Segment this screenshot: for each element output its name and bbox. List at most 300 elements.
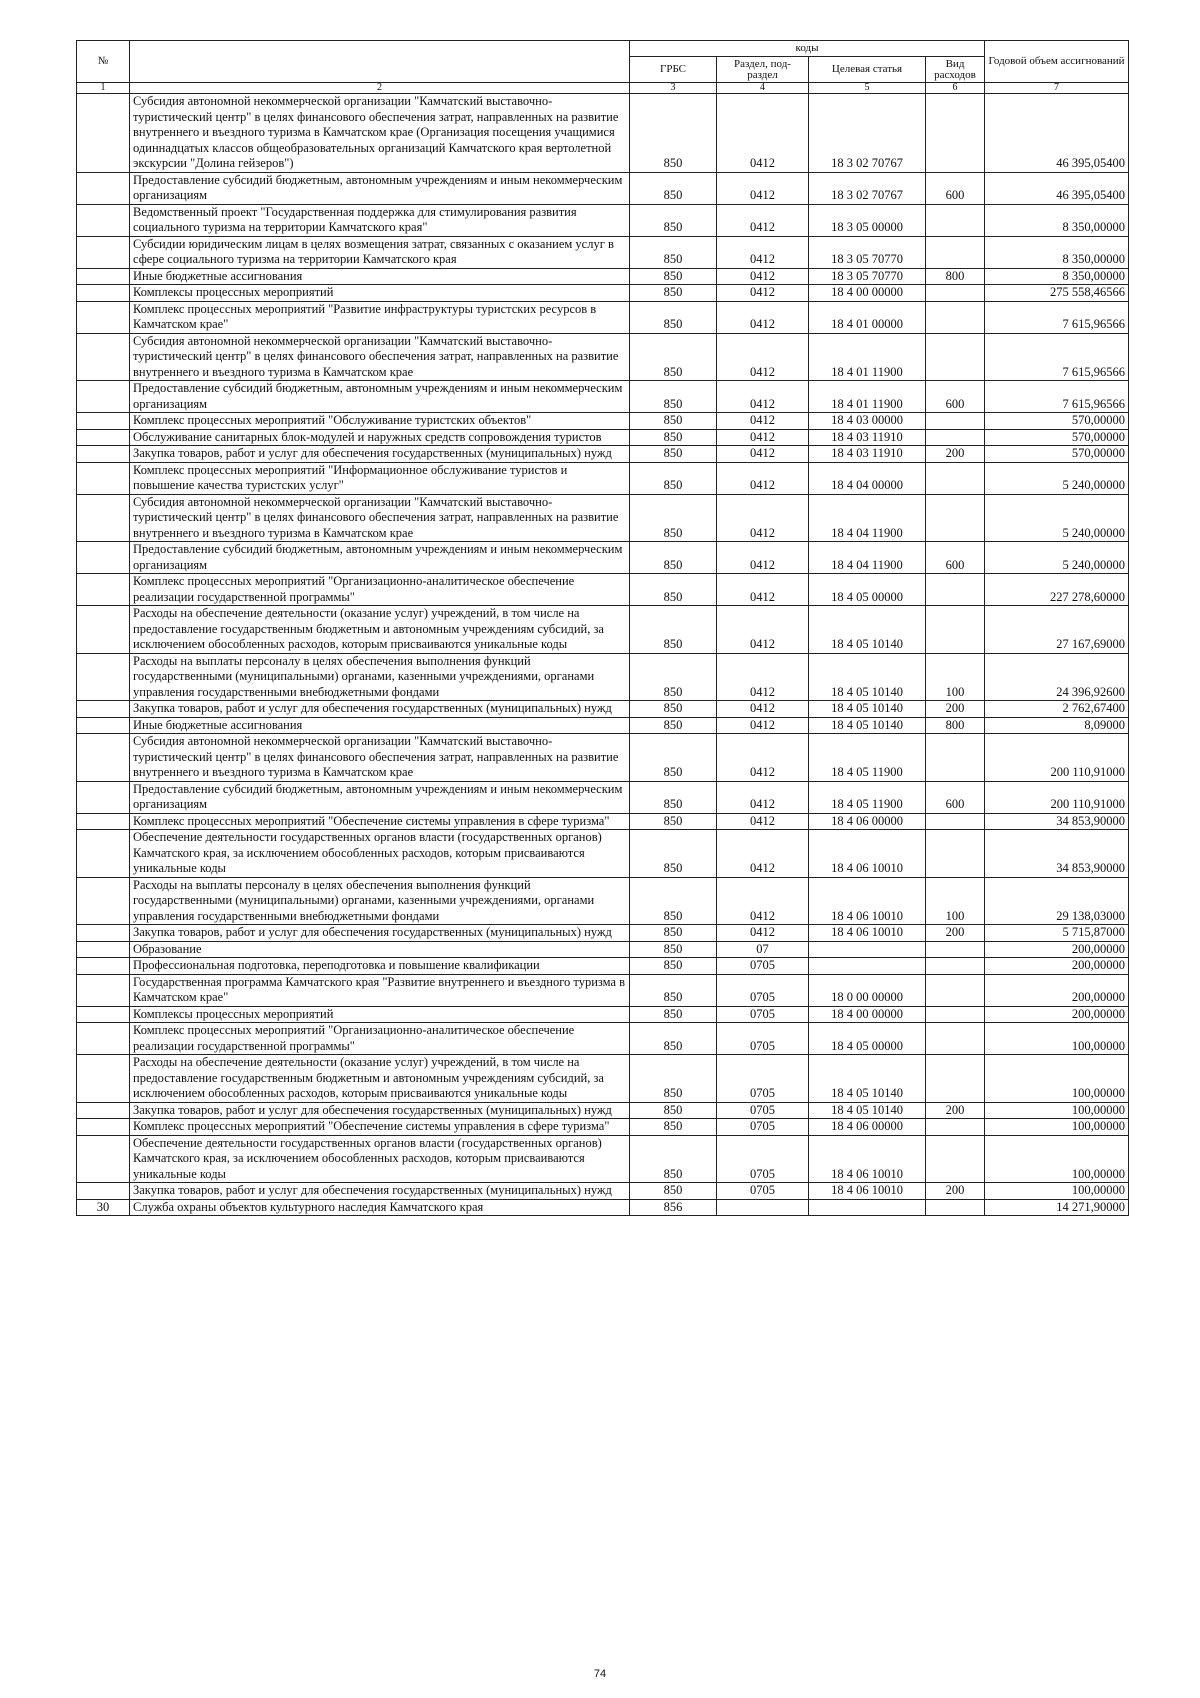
row-grbs: 850 [630, 94, 717, 173]
row-description: Обеспечение деятельности государственных органов власти (государственных органов) Камчатского края, за исключением обособленных расходов, которым присваиваются уникальные коды [130, 830, 630, 878]
row-section: 0705 [717, 1006, 809, 1023]
row-grbs: 850 [630, 574, 717, 606]
row-description: Комплексы процессных мероприятий [130, 1006, 630, 1023]
table-row [77, 574, 1129, 606]
row-grbs: 850 [630, 653, 717, 701]
row-number [77, 877, 130, 925]
row-amount: 5 715,87000 [985, 925, 1129, 942]
row-number [77, 925, 130, 942]
row-grbs: 850 [630, 381, 717, 413]
row-description: Комплекс процессных мероприятий "Организационно-аналитическое обеспечение реализации государственной программы" [130, 1023, 630, 1055]
row-kind [926, 958, 985, 975]
row-section: 0412 [717, 877, 809, 925]
table-row [77, 653, 1129, 701]
row-description: Субсидии юридическим лицам в целях возмещения затрат, связанных с оказанием услуг в сфере социального туризма на территории Камчатского края [130, 236, 630, 268]
row-kind [926, 1199, 985, 1216]
row-section: 0412 [717, 413, 809, 430]
row-grbs: 850 [630, 1006, 717, 1023]
row-number [77, 1183, 130, 1200]
row-section [717, 1199, 809, 1216]
row-amount: 200,00000 [985, 941, 1129, 958]
row-description: Комплекс процессных мероприятий "Обслуживание туристских объектов" [130, 413, 630, 430]
row-description: Обеспечение деятельности государственных органов власти (государственных органов) Камчатского края, за исключением обособленных расходов, которым присваиваются уникальные коды [130, 1135, 630, 1183]
row-kind [926, 1119, 985, 1136]
header-desc [130, 41, 630, 83]
row-target: 18 4 06 00000 [809, 1119, 926, 1136]
row-amount: 100,00000 [985, 1102, 1129, 1119]
row-kind [926, 236, 985, 268]
row-kind: 600 [926, 781, 985, 813]
row-kind: 100 [926, 653, 985, 701]
row-number [77, 1006, 130, 1023]
row-description: Комплекс процессных мероприятий "Обеспечение системы управления в сфере туризма" [130, 1119, 630, 1136]
row-number [77, 1102, 130, 1119]
row-number [77, 413, 130, 430]
row-description: Субсидия автономной некоммерческой организации "Камчатский выставочно-туристический центр" в целях финансового обеспечения затрат, направленных на развитие внутреннего и въездного туризма в Камчатском крае (Организация посещения учащимися одиннадцатых классов общеобразовательных организаций Камчатского края вертолетной экскурсии "Долина гейзеров") [130, 94, 630, 173]
row-kind [926, 494, 985, 542]
header-kind: Вид расходов [926, 57, 985, 83]
row-description: Служба охраны объектов культурного наследия Камчатского края [130, 1199, 630, 1216]
row-description: Комплекс процессных мероприятий "Обеспечение системы управления в сфере туризма" [130, 813, 630, 830]
row-amount: 5 240,00000 [985, 542, 1129, 574]
row-grbs: 850 [630, 1102, 717, 1119]
header-index: 2 [130, 83, 630, 94]
row-kind [926, 574, 985, 606]
row-number [77, 1119, 130, 1136]
row-amount: 34 853,90000 [985, 813, 1129, 830]
row-number [77, 268, 130, 285]
table-row [77, 813, 1129, 830]
row-number [77, 462, 130, 494]
row-amount: 100,00000 [985, 1055, 1129, 1103]
row-description: Иные бюджетные ассигнования [130, 717, 630, 734]
row-kind [926, 301, 985, 333]
row-target: 18 4 05 10140 [809, 1055, 926, 1103]
budget-table [76, 40, 1129, 1216]
row-amount: 8 350,00000 [985, 236, 1129, 268]
header-index-row [77, 83, 1129, 94]
row-section: 0412 [717, 925, 809, 942]
table-row [77, 1183, 1129, 1200]
table-row [77, 1023, 1129, 1055]
row-target: 18 3 05 70770 [809, 236, 926, 268]
row-amount: 5 240,00000 [985, 462, 1129, 494]
row-amount: 200,00000 [985, 974, 1129, 1006]
row-section: 0412 [717, 429, 809, 446]
row-section: 0412 [717, 446, 809, 463]
row-section: 0412 [717, 381, 809, 413]
table-row [77, 1135, 1129, 1183]
row-section: 0705 [717, 958, 809, 975]
row-grbs: 850 [630, 717, 717, 734]
row-grbs: 850 [630, 877, 717, 925]
row-description: Расходы на выплаты персоналу в целях обеспечения выполнения функций государственными (муниципальными) органами, казенными учреждениями, органами управления государственными внебюджетными фондами [130, 877, 630, 925]
row-number [77, 717, 130, 734]
row-section: 0412 [717, 717, 809, 734]
row-section: 0412 [717, 333, 809, 381]
row-section: 0705 [717, 1183, 809, 1200]
row-amount: 24 396,92600 [985, 653, 1129, 701]
row-target: 18 4 00 00000 [809, 285, 926, 302]
row-section: 0412 [717, 813, 809, 830]
header-index: 5 [809, 83, 926, 94]
row-number [77, 574, 130, 606]
row-kind: 200 [926, 701, 985, 718]
row-target: 18 3 05 00000 [809, 204, 926, 236]
table-row [77, 941, 1129, 958]
row-kind [926, 429, 985, 446]
table-row [77, 446, 1129, 463]
row-section: 0412 [717, 653, 809, 701]
row-section: 0412 [717, 701, 809, 718]
row-target: 18 4 06 00000 [809, 813, 926, 830]
row-number [77, 734, 130, 782]
table-row [77, 925, 1129, 942]
row-number: 30 [77, 1199, 130, 1216]
page-number: 74 [593, 1668, 607, 1680]
row-number [77, 285, 130, 302]
row-grbs: 850 [630, 462, 717, 494]
row-description: Расходы на обеспечение деятельности (оказание услуг) учреждений, в том числе на предоставление государственным бюджетным и автономным учреждениям субсидий, за исключением обособленных расходов, которым присваиваются уникальные коды [130, 1055, 630, 1103]
row-target: 18 4 05 10140 [809, 717, 926, 734]
row-number [77, 701, 130, 718]
table-row [77, 1119, 1129, 1136]
row-description: Субсидия автономной некоммерческой организации "Камчатский выставочно-туристический центр" в целях финансового обеспечения затрат, направленных на развитие внутреннего и въездного туризма в Камчатском крае [130, 734, 630, 782]
row-amount: 100,00000 [985, 1183, 1129, 1200]
row-section: 0705 [717, 1119, 809, 1136]
row-description: Закупка товаров, работ и услуг для обеспечения государственных (муниципальных) нужд [130, 446, 630, 463]
row-section: 0412 [717, 94, 809, 173]
row-description: Обслуживание санитарных блок-модулей и наружных средств сопровождения туристов [130, 429, 630, 446]
row-number [77, 429, 130, 446]
row-target: 18 4 05 11900 [809, 734, 926, 782]
header-index: 7 [985, 83, 1129, 94]
table-row [77, 606, 1129, 654]
table-row [77, 494, 1129, 542]
row-number [77, 606, 130, 654]
row-amount: 27 167,69000 [985, 606, 1129, 654]
row-grbs: 850 [630, 268, 717, 285]
row-section: 0705 [717, 1102, 809, 1119]
header-codes: коды [630, 41, 985, 57]
row-target: 18 0 00 00000 [809, 974, 926, 1006]
row-target [809, 958, 926, 975]
row-target: 18 4 05 10140 [809, 606, 926, 654]
row-section: 0412 [717, 574, 809, 606]
row-kind [926, 974, 985, 1006]
row-target: 18 4 05 10140 [809, 653, 926, 701]
row-kind: 800 [926, 268, 985, 285]
table-row [77, 781, 1129, 813]
table-row [77, 413, 1129, 430]
row-number [77, 94, 130, 173]
row-description: Предоставление субсидий бюджетным, автономным учреждениям и иным некоммерческим организациям [130, 781, 630, 813]
row-grbs: 850 [630, 1183, 717, 1200]
table-row [77, 734, 1129, 782]
row-grbs: 850 [630, 813, 717, 830]
row-target: 18 4 06 10010 [809, 830, 926, 878]
row-section: 0412 [717, 236, 809, 268]
table-row [77, 94, 1129, 173]
row-section: 0412 [717, 462, 809, 494]
row-kind [926, 1135, 985, 1183]
row-amount: 2 762,67400 [985, 701, 1129, 718]
row-section: 07 [717, 941, 809, 958]
table-row [77, 1102, 1129, 1119]
row-description: Закупка товаров, работ и услуг для обеспечения государственных (муниципальных) нужд [130, 701, 630, 718]
row-amount: 100,00000 [985, 1135, 1129, 1183]
row-kind [926, 1006, 985, 1023]
row-amount: 14 271,90000 [985, 1199, 1129, 1216]
row-target: 18 3 02 70767 [809, 172, 926, 204]
row-description: Закупка товаров, работ и услуг для обеспечения государственных (муниципальных) нужд [130, 925, 630, 942]
row-grbs: 850 [630, 941, 717, 958]
row-description: Предоставление субсидий бюджетным, автономным учреждениям и иным некоммерческим организациям [130, 172, 630, 204]
table-row [77, 1055, 1129, 1103]
row-target: 18 4 05 00000 [809, 574, 926, 606]
row-grbs: 850 [630, 236, 717, 268]
row-grbs: 850 [630, 1023, 717, 1055]
row-kind [926, 734, 985, 782]
row-amount: 570,00000 [985, 429, 1129, 446]
table-row [77, 701, 1129, 718]
row-number [77, 813, 130, 830]
row-grbs: 850 [630, 974, 717, 1006]
row-target: 18 4 04 00000 [809, 462, 926, 494]
row-grbs: 850 [630, 734, 717, 782]
row-target [809, 1199, 926, 1216]
row-grbs: 850 [630, 285, 717, 302]
row-kind: 600 [926, 542, 985, 574]
row-number [77, 941, 130, 958]
row-section: 0412 [717, 204, 809, 236]
table-row [77, 974, 1129, 1006]
table-row [77, 1199, 1129, 1216]
row-kind [926, 462, 985, 494]
row-section: 0412 [717, 542, 809, 574]
row-kind: 200 [926, 925, 985, 942]
row-target: 18 4 06 10010 [809, 925, 926, 942]
row-description: Иные бюджетные ассигнования [130, 268, 630, 285]
row-grbs: 850 [630, 830, 717, 878]
header-index: 4 [717, 83, 809, 94]
row-number [77, 1055, 130, 1103]
row-amount: 29 138,03000 [985, 877, 1129, 925]
table-row [77, 877, 1129, 925]
row-section: 0705 [717, 1055, 809, 1103]
row-target [809, 941, 926, 958]
table-row [77, 542, 1129, 574]
row-number [77, 542, 130, 574]
row-grbs: 850 [630, 1119, 717, 1136]
row-target: 18 4 06 10010 [809, 877, 926, 925]
row-section: 0412 [717, 494, 809, 542]
row-description: Расходы на выплаты персоналу в целях обеспечения выполнения функций государственными (муниципальными) органами, казенными учреждениями, органами управления государственными внебюджетными фондами [130, 653, 630, 701]
document-page [76, 40, 1128, 1216]
row-kind [926, 941, 985, 958]
table-header [77, 41, 1129, 94]
row-description: Предоставление субсидий бюджетным, автономным учреждениям и иным некоммерческим организациям [130, 542, 630, 574]
row-target: 18 4 05 10140 [809, 701, 926, 718]
row-target: 18 4 03 11910 [809, 446, 926, 463]
row-kind: 800 [926, 717, 985, 734]
row-section: 0705 [717, 1135, 809, 1183]
row-amount: 8,09000 [985, 717, 1129, 734]
header-amount: Годовой объем ассигнований [985, 41, 1129, 83]
table-row [77, 333, 1129, 381]
row-kind: 600 [926, 381, 985, 413]
row-target: 18 4 04 11900 [809, 494, 926, 542]
row-amount: 7 615,96566 [985, 333, 1129, 381]
row-description: Предоставление субсидий бюджетным, автономным учреждениям и иным некоммерческим организациям [130, 381, 630, 413]
row-grbs: 850 [630, 413, 717, 430]
row-number [77, 781, 130, 813]
row-number [77, 1135, 130, 1183]
row-description: Комплексы процессных мероприятий [130, 285, 630, 302]
row-amount: 100,00000 [985, 1023, 1129, 1055]
row-grbs: 850 [630, 1055, 717, 1103]
row-amount: 275 558,46566 [985, 285, 1129, 302]
row-number [77, 381, 130, 413]
row-target: 18 3 02 70767 [809, 94, 926, 173]
row-section: 0412 [717, 606, 809, 654]
row-kind [926, 285, 985, 302]
row-target: 18 4 05 00000 [809, 1023, 926, 1055]
row-description: Субсидия автономной некоммерческой организации "Камчатский выставочно-туристический центр" в целях финансового обеспечения затрат, направленных на развитие внутреннего и въездного туризма в Камчатском крае [130, 494, 630, 542]
row-amount: 100,00000 [985, 1119, 1129, 1136]
row-number [77, 172, 130, 204]
row-section: 0412 [717, 268, 809, 285]
row-section: 0412 [717, 172, 809, 204]
header-index: 3 [630, 83, 717, 94]
row-grbs: 850 [630, 301, 717, 333]
row-amount: 570,00000 [985, 446, 1129, 463]
row-amount: 46 395,05400 [985, 172, 1129, 204]
row-number [77, 830, 130, 878]
row-grbs: 850 [630, 446, 717, 463]
row-kind [926, 830, 985, 878]
row-amount: 200,00000 [985, 958, 1129, 975]
table-row [77, 429, 1129, 446]
row-section: 0705 [717, 974, 809, 1006]
row-target: 18 4 03 00000 [809, 413, 926, 430]
row-description: Ведомственный проект "Государственная поддержка для стимулирования развития социального туризма на территории Камчатского края" [130, 204, 630, 236]
row-amount: 7 615,96566 [985, 381, 1129, 413]
row-target: 18 4 01 11900 [809, 381, 926, 413]
row-kind [926, 204, 985, 236]
row-number [77, 958, 130, 975]
row-description: Субсидия автономной некоммерческой организации "Камчатский выставочно-туристический центр" в целях финансового обеспечения затрат, направленных на развитие внутреннего и въездного туризма в Камчатском крае [130, 333, 630, 381]
row-description: Комплекс процессных мероприятий "Развитие инфраструктуры туристских ресурсов в Камчатском крае" [130, 301, 630, 333]
row-number [77, 236, 130, 268]
row-grbs: 850 [630, 333, 717, 381]
row-target: 18 3 05 70770 [809, 268, 926, 285]
row-kind [926, 94, 985, 173]
row-kind [926, 606, 985, 654]
row-kind: 200 [926, 1183, 985, 1200]
row-number [77, 1023, 130, 1055]
row-amount: 200 110,91000 [985, 734, 1129, 782]
header-grbs: ГРБС [630, 57, 717, 83]
table-row [77, 958, 1129, 975]
row-target: 18 4 03 11910 [809, 429, 926, 446]
row-description: Комплекс процессных мероприятий "Организационно-аналитическое обеспечение реализации государственной программы" [130, 574, 630, 606]
row-grbs: 850 [630, 958, 717, 975]
row-description: Образование [130, 941, 630, 958]
row-number [77, 204, 130, 236]
header-index: 1 [77, 83, 130, 94]
row-section: 0412 [717, 734, 809, 782]
row-target: 18 4 04 11900 [809, 542, 926, 574]
table-row [77, 381, 1129, 413]
row-amount: 8 350,00000 [985, 204, 1129, 236]
row-target: 18 4 06 10010 [809, 1135, 926, 1183]
row-description: Расходы на обеспечение деятельности (оказание услуг) учреждений, в том числе на предоставление государственным бюджетным и автономным учреждениям субсидий, за исключением обособленных расходов, которым присваиваются уникальные коды [130, 606, 630, 654]
row-number [77, 446, 130, 463]
header-section: Раздел, под-раздел [717, 57, 809, 83]
row-description: Закупка товаров, работ и услуг для обеспечения государственных (муниципальных) нужд [130, 1102, 630, 1119]
table-row [77, 172, 1129, 204]
row-amount: 46 395,05400 [985, 94, 1129, 173]
row-amount: 570,00000 [985, 413, 1129, 430]
row-section: 0412 [717, 830, 809, 878]
row-kind: 100 [926, 877, 985, 925]
row-amount: 200 110,91000 [985, 781, 1129, 813]
row-description: Закупка товаров, работ и услуг для обеспечения государственных (муниципальных) нужд [130, 1183, 630, 1200]
row-grbs: 850 [630, 925, 717, 942]
row-amount: 34 853,90000 [985, 830, 1129, 878]
row-kind [926, 1055, 985, 1103]
row-grbs: 850 [630, 429, 717, 446]
row-grbs: 850 [630, 1135, 717, 1183]
table-row [77, 462, 1129, 494]
header-target: Целевая статья [809, 57, 926, 83]
row-section: 0412 [717, 285, 809, 302]
row-target: 18 4 05 10140 [809, 1102, 926, 1119]
row-kind [926, 333, 985, 381]
row-kind: 200 [926, 1102, 985, 1119]
table-row [77, 717, 1129, 734]
row-description: Комплекс процессных мероприятий "Информационное обслуживание туристов и повышение качества туристских услуг" [130, 462, 630, 494]
row-target: 18 4 00 00000 [809, 1006, 926, 1023]
table-row [77, 1006, 1129, 1023]
row-number [77, 494, 130, 542]
table-row [77, 830, 1129, 878]
row-amount: 200,00000 [985, 1006, 1129, 1023]
row-grbs: 850 [630, 542, 717, 574]
row-description: Профессиональная подготовка, переподготовка и повышение квалификации [130, 958, 630, 975]
row-kind: 600 [926, 172, 985, 204]
table-row [77, 268, 1129, 285]
row-kind [926, 813, 985, 830]
table-body [77, 94, 1129, 1216]
table-row [77, 236, 1129, 268]
row-section: 0412 [717, 301, 809, 333]
row-section: 0412 [717, 781, 809, 813]
row-number [77, 301, 130, 333]
row-kind [926, 1023, 985, 1055]
header-index: 6 [926, 83, 985, 94]
row-grbs: 850 [630, 172, 717, 204]
row-kind [926, 413, 985, 430]
row-amount: 8 350,00000 [985, 268, 1129, 285]
table-row [77, 285, 1129, 302]
row-grbs: 850 [630, 701, 717, 718]
header-num: № [77, 41, 130, 83]
row-description: Государственная программа Камчатского края "Развитие внутреннего и въездного туризма в Камчатском крае" [130, 974, 630, 1006]
row-grbs: 850 [630, 204, 717, 236]
row-grbs: 856 [630, 1199, 717, 1216]
